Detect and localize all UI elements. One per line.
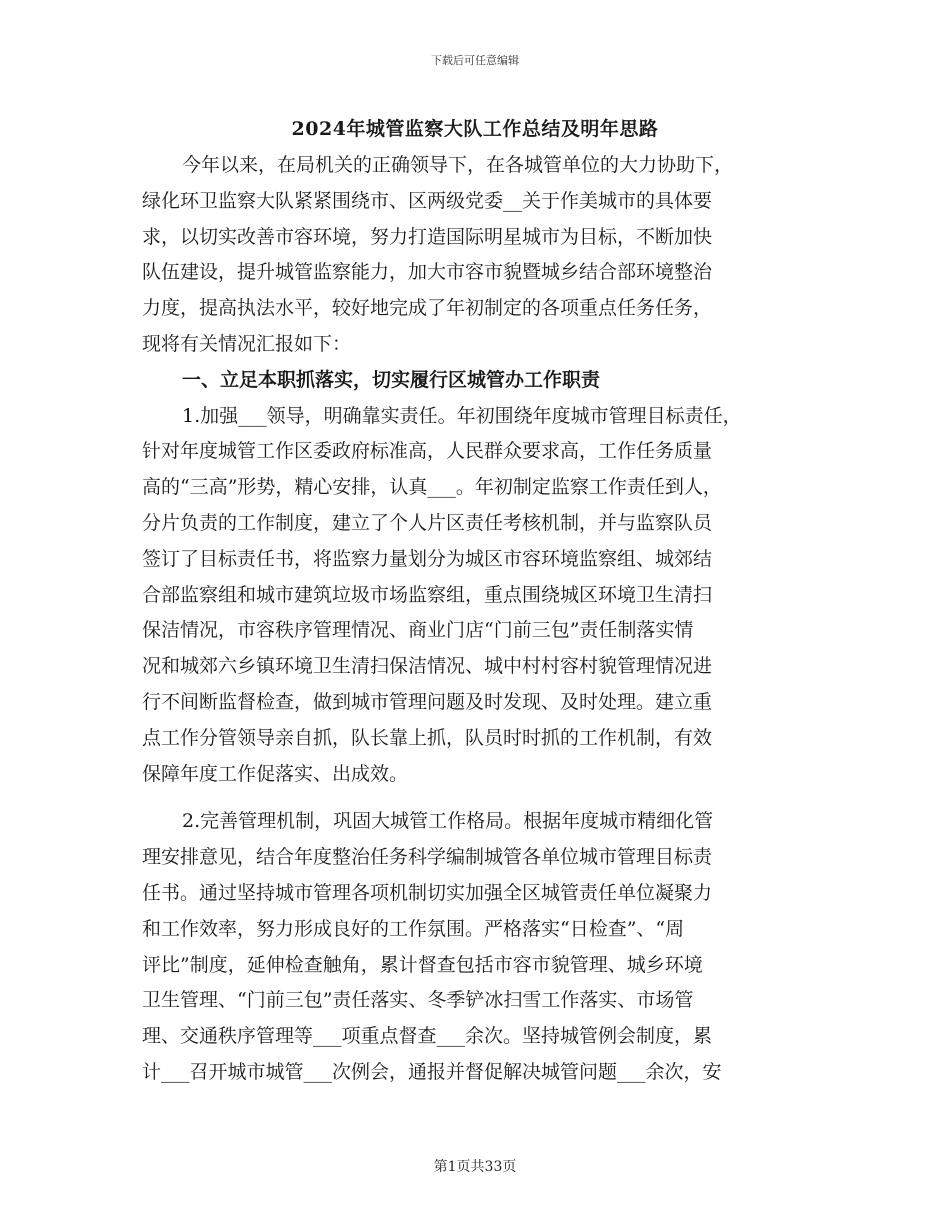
header-note: 下载后可任意编辑 xyxy=(431,54,519,67)
text-line: 任书。通过坚持城市管理各项机制切实加强全区城管责任单位凝聚力 xyxy=(142,881,713,904)
document-title: 2024年城管监察大队工作总结及明年思路 xyxy=(291,118,659,140)
text-line: 况和城郊六乡镇环境卫生清扫保洁情况、城中村村容村貌管理情况进 xyxy=(142,655,713,678)
text-line: 签订了目标责任书，将监察力量划分为城区市容环境监察组、城郊结 xyxy=(142,547,713,570)
text-line: 2.完善管理机制，巩固大城管工作格局。根据年度城市精细化管 xyxy=(182,810,714,833)
paragraph-intro xyxy=(142,148,818,363)
text-line: 点工作分管领导亲自抓，队长靠上抓，队员时时抓的工作机制，有效 xyxy=(142,726,713,749)
paragraph-item-2 xyxy=(142,804,818,1090)
page-number-footer: 第1页共33页 xyxy=(433,1159,517,1175)
text-line: 分片负责的工作制度，建立了个人片区责任考核机制，并与监察队员 xyxy=(142,511,713,534)
text-line: 计___召开城市城管___次例会，通报并督促解决城管问题___余次，安 xyxy=(142,1060,722,1083)
text-line: 评比”制度，延伸检查触角，累计督查包括市容市貌管理、城乡环境 xyxy=(142,953,703,976)
paragraph-item-1 xyxy=(142,399,818,793)
document-body xyxy=(142,148,818,1091)
text-line: 保障年度工作促落实、出成效。 xyxy=(142,762,409,785)
text-line: 保洁情况，市容秩序管理情况、商业门店“门前三包”责任制落实情 xyxy=(142,619,694,642)
text-line: 今年以来，在局机关的正确领导下，在各城管单位的大力协助下， xyxy=(182,154,734,176)
text-line: 1.加强___领导，明确靠实责任。年初围绕年度城市管理目标责任， xyxy=(182,404,742,427)
text-line: 高的“三高”形势，精心安排，认真___。年初制定监察工作责任到人， xyxy=(142,476,722,499)
text-line: 行不间断监督检查，做到城市管理问题及时发现、及时处理。建立重 xyxy=(142,690,713,713)
text-line: 求，以切实改善市容环境，努力打造国际明星城市为目标，不断加快 xyxy=(142,225,713,248)
text-line: 绿化环卫监察大队紧紧围绕市、区两级党委__关于作美城市的具体要 xyxy=(142,189,713,212)
text-line: 理安排意见，结合年度整治任务科学编制城管各单位城市管理目标责 xyxy=(142,846,713,869)
text-line: 和工作效率，努力形成良好的工作氛围。严格落实“日检查”、“周 xyxy=(142,917,685,940)
paragraph-gap xyxy=(142,792,818,804)
text-line: 针对年度城管工作区委政府标准高，人民群众要求高，工作任务质量 xyxy=(142,440,713,463)
text-line: 理、交通秩序管理等___项重点督查___余次。坚持城管例会制度，累 xyxy=(142,1025,713,1048)
text-line: 队伍建设，提升城管监察能力，加大市容市貌暨城乡结合部环境整治 xyxy=(142,261,713,284)
text-line: 卫生管理、“门前三包”责任落实、冬季铲冰扫雪工作落实、市场管 xyxy=(142,989,694,1012)
text-line: 现将有关情况汇报如下： xyxy=(142,332,352,355)
text-line: 合部监察组和城市建筑垃圾市场监察组，重点围绕城区环境卫生清扫 xyxy=(142,583,713,606)
text-line: 力度，提高执法水平，较好地完成了年初制定的各项重点任务任务， xyxy=(142,297,713,320)
section-heading: 一、立足本职抓落实，切实履行区城管办工作职责 xyxy=(182,368,601,391)
